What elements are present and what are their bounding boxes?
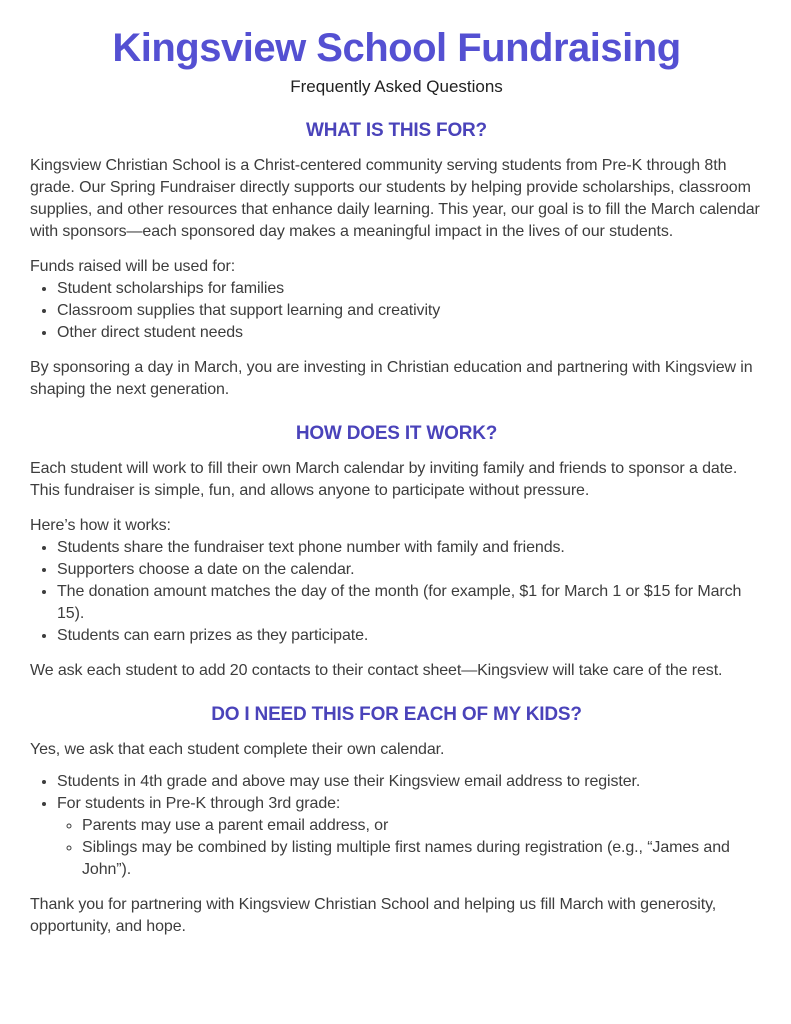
sub-bullet-item: ◦ Siblings may be combined by listing multiple first names during registration (e.g., “James and John”). — [82, 837, 763, 881]
bullet-list — [30, 537, 763, 647]
paragraph-intro: Kingsview Christian School is a Christ-centered community serving students from Pre-K through 8th grade. Our Spring Fundraiser directly supports our students by helping provide scholarships, classroom supplies, and other resources that enhance daily learning. This year, our goal is to fill the March calendar with sponsors—each sponsored day makes a meaningful impact in the lives of our students. — [30, 157, 760, 240]
bullet-item-label: For students in Pre-K through 3rd grade: — [57, 795, 341, 812]
bullet-item: • Students share the fundraiser text phone number with family and friends. — [57, 537, 763, 559]
bullet-item: • Classroom supplies that support learning and creativity — [57, 300, 763, 322]
bullet-item: • Students in 4th grade and above may use their Kingsview email address to register. — [57, 771, 763, 793]
section-heading: HOW DOES IT WORK? — [295, 423, 498, 444]
paragraph-intro: Each student will work to fill their own March calendar by inviting family and friends to sponsor a date. This fundraiser is simple, fun, and allows anyone to participate without pressure. — [30, 460, 738, 499]
bullet-item: • Student scholarships for families — [57, 278, 763, 300]
bullet-list — [30, 771, 763, 881]
paragraph-outro: Thank you for partnering with Kingsview Christian School and helping us fill March with generosity, opportunity, and hope. — [30, 896, 717, 935]
section-heading: WHAT IS THIS FOR? — [306, 120, 487, 141]
paragraph-outro: We ask each student to add 20 contacts to their contact sheet—Kingsview will take care of the rest. — [30, 662, 723, 679]
sub-bullet-item: ◦ Parents may use a parent email address, or — [82, 815, 763, 837]
list-label: Funds raised will be used for: — [30, 258, 236, 275]
bullet-item: • The donation amount matches the day of the month (for example, $1 for March 1 or $15 for March 15). — [57, 581, 763, 625]
sub-bullet-list — [57, 815, 763, 881]
page-title: Kingsview School Fundraising — [112, 26, 681, 70]
paragraph-intro: Yes, we ask that each student complete their own calendar. — [30, 741, 445, 758]
section-how-does-it-work — [30, 421, 763, 682]
section-what-is-this-for — [30, 118, 763, 401]
section-do-i-need-this-for-each-kid — [30, 702, 763, 938]
bullet-item: • Supporters choose a date on the calendar. — [57, 559, 763, 581]
page-subtitle: Frequently Asked Questions — [290, 77, 503, 96]
bullet-item — [57, 793, 763, 881]
section-heading: DO I NEED THIS FOR EACH OF MY KIDS? — [211, 704, 582, 725]
list-label: Here’s how it works: — [30, 517, 171, 534]
bullet-item: • Students can earn prizes as they participate. — [57, 625, 763, 647]
bullet-list — [30, 278, 763, 344]
bullet-item: • Other direct student needs — [57, 322, 763, 344]
paragraph-outro: By sponsoring a day in March, you are investing in Christian education and partnering with Kingsview in shaping the next generation. — [30, 359, 753, 398]
